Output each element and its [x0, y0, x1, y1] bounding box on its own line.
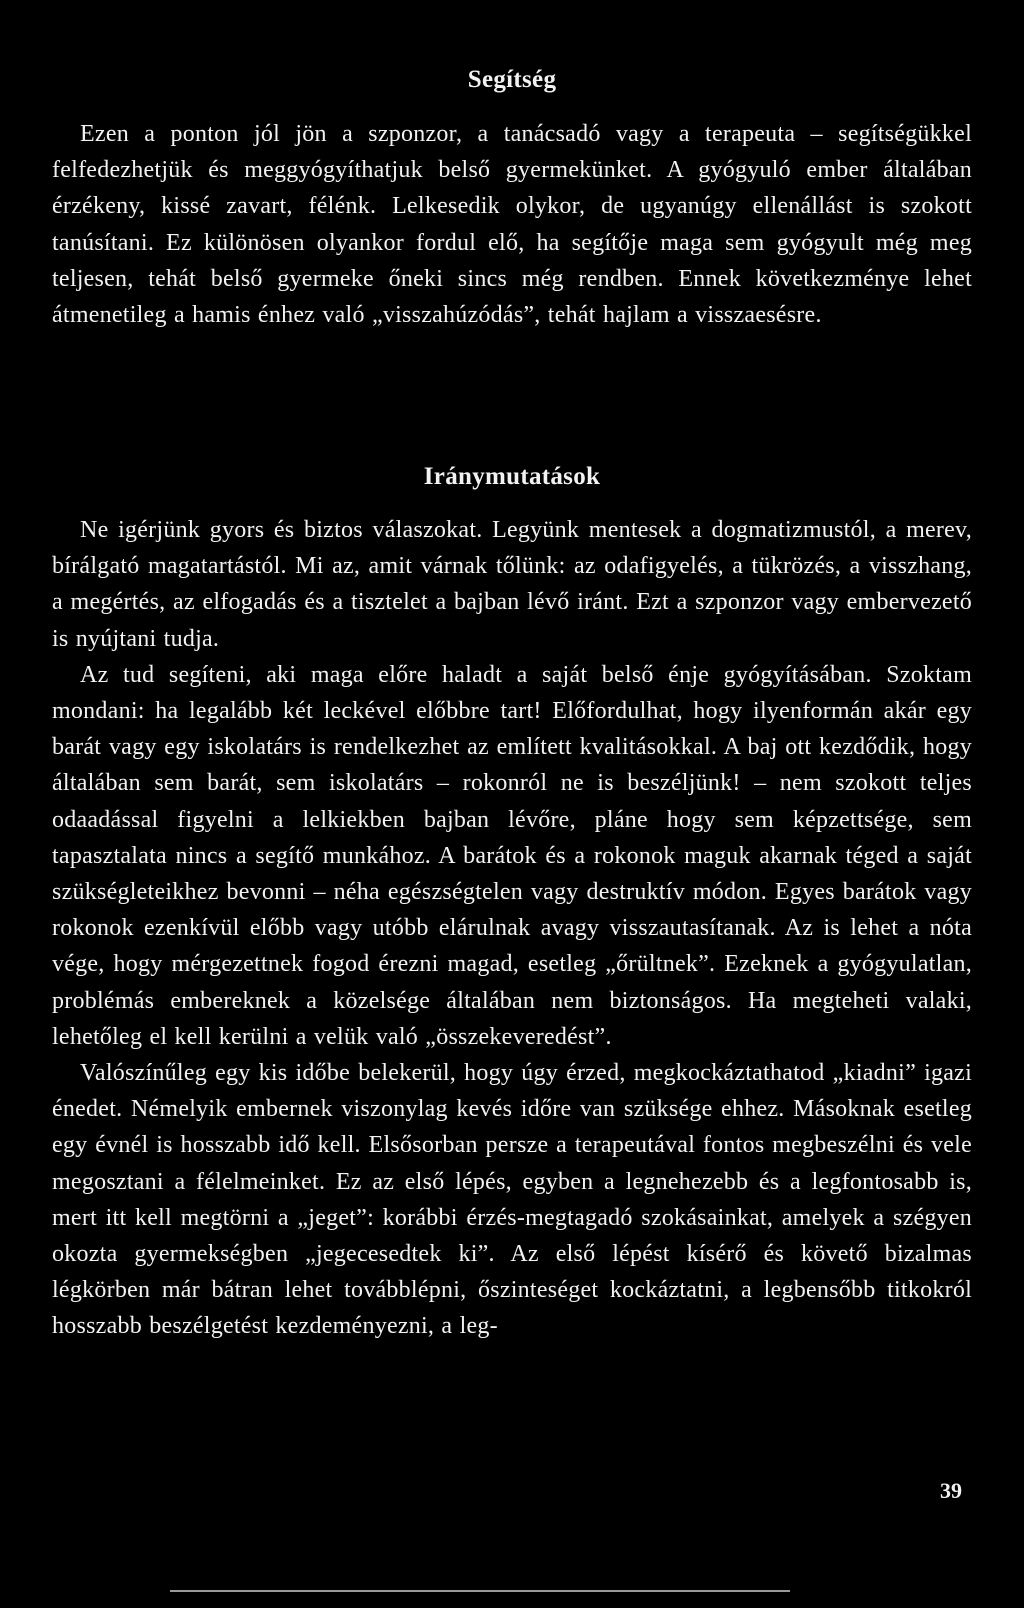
paragraph: Az tud segíteni, aki maga előre haladt a saját belső énje gyógyításában. Szoktam mondani: ha legalább két leckével előbbre tart! Előfordulhat, hogy ilyenformán akár egy barát vagy egy iskolatárs is rendelkezhet az említett kvalitásokkal. A baj ott kezdődik, hogy általában sem barát, sem iskolatárs – rokonról ne is beszéljünk! – nem szokott teljes odaadással figyelni a lelkiekben bajban lévőre, pláne hogy sem képzettsége, sem tapasztalata nincs a segítő munkához. A barátok és a rokonok maguk akarnak téged a saját szükségleteikhez bevonni – néha egészségtelen vagy destruktív módon. Egyes barátok vagy rokonok ezenkívül előbb vagy utóbb elárulnak avagy visszautasítanak. Az is lehet a nóta vége, hogy mérgezettnek fogod érezni magad, esetleg „őrültnek”. Ezeknek a gyógyulatlan, problémás embereknek a közelsége általában nem biztonságos. Ha megteheti valaki, lehetőleg el kell kerülni a velük való „összekeveredést”. [52, 661, 972, 1050]
paragraph: Ne igérjünk gyors és biztos válaszokat. Legyünk mentesek a dogmatizmustól, a merev, bírálgató magatartástól. Mi az, amit várnak tőlünk: az odafigyelés, a tükrözés, a visszhang, a megértés, az elfogadás és a tisztelet a bajban lévő iránt. Ezt a szponzor vagy embervezető is nyújtani tudja. [52, 517, 972, 652]
section-title-iranymutatasok: Iránymutatások [423, 463, 601, 490]
paragraph: Valószínűleg egy kis időbe belekerül, hogy úgy érzed, megkockáztathatod „kiadni” igazi énedet. Némelyik embernek viszonylag kevés időre van szüksége ehhez. Másoknak esetleg egy évnél is hosszabb idő kell. Elsősorban persze a terapeutával fontos megbeszélni és vele megosztani a félelmeinket. Ez az első lépés, egyben a legnehezebb és a legfontosabb is, mert itt kell megtörni a „jeget”: korábbi érzés-megtagadó szokásainkat, amelyek a szégyen okozta gyermekségben „jegecesedtek ki”. Az első lépést kísérő és követő bizalmas légkörben már bátran lehet továbblépni, őszinteséget kockáztatni, a legbensőbb titkokról hosszabb beszélgetést kezdeményezni, a leg- [52, 1060, 972, 1340]
section-title-segitseg: Segítség [467, 66, 557, 93]
page-number: 39 [940, 1478, 962, 1503]
bottom-divider [170, 1590, 790, 1592]
section-body-segitseg [52, 116, 972, 333]
paragraph: Ezen a ponton jól jön a szponzor, a tanácsadó vagy a terapeuta – segítségükkel felfedezhetjük és meggyógyíthatjuk belső gyermekünket. A gyógyuló ember általában érzékeny, kissé zavart, félénk. Lelkesedik olykor, de ugyanúgy ellenállást is szokott tanúsítani. Ez különösen olyankor fordul elő, ha segítője maga sem gyógyult még meg teljesen, tehát belső gyermeke őneki sincs még rendben. Ennek következménye lehet átmenetileg a hamis énhez való „visszahúzódás”, tehát hajlam a visszaesésre. [52, 121, 972, 329]
section-body-iranymutatasok [52, 512, 972, 1345]
